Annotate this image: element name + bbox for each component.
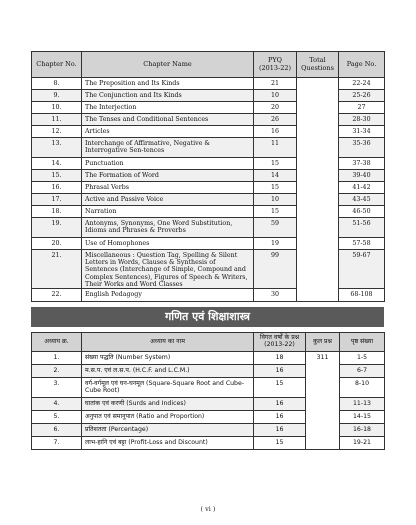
chapter-no-cell: 12.: [32, 126, 82, 138]
total-questions-cell: 311: [306, 352, 340, 450]
page-no-cell: 51-56: [339, 218, 385, 238]
chapter-name-cell: लाभ-हानि एवं बट्टा (Profit-Loss and Discount): [82, 437, 254, 450]
chapter-name-cell: संख्या पद्धति (Number System): [82, 352, 254, 365]
chapter-no-cell: 14.: [32, 158, 82, 170]
table-body: [32, 78, 385, 302]
maths-contents-table: [31, 332, 385, 450]
chapter-name-cell: Interchange of Affirmative, Negative & Interrogative Sen-tences: [82, 138, 254, 158]
page-no-cell: 68-108: [339, 289, 385, 302]
pyq-cell: 15: [254, 378, 306, 398]
pyq-cell: 26: [254, 114, 297, 126]
chapter-name-cell: Miscellaneous : Question Tag, Spelling & Silent Letters in Words, Clauses & Synthesis of Sentences (Interchange of Simple, Compound and Complex Sentences), Figures of Speech & Writers, Their Works and Word Classes: [82, 250, 254, 289]
header-chapter-no: अध्याय क्र.: [32, 333, 82, 352]
pyq-cell: 16: [254, 424, 306, 437]
header-pyq: विगत वर्षों के प्रश्न (2013-22): [254, 333, 306, 352]
chapter-no-cell: 13.: [32, 138, 82, 158]
pyq-cell: 20: [254, 102, 297, 114]
pyq-cell: 10: [254, 194, 297, 206]
chapter-name-cell: Phrasal Verbs: [82, 182, 254, 194]
header-chapter-name: अध्याय का नाम: [82, 333, 254, 352]
pyq-cell: 15: [254, 158, 297, 170]
chapter-name-cell: The Conjunction and Its Kinds: [82, 90, 254, 102]
english-contents-table: [31, 51, 385, 302]
chapter-no-cell: 8.: [32, 78, 82, 90]
page-no-cell: 1-5: [340, 352, 385, 365]
header-pyq: PYQ (2013-22): [254, 52, 297, 78]
header-page-no: Page No.: [339, 52, 385, 78]
chapter-no-cell: 1.: [32, 352, 82, 365]
pyq-cell: 15: [254, 206, 297, 218]
pyq-cell: 16: [254, 126, 297, 138]
chapter-name-cell: Antonyms, Synonyms, One Word Substitution, Idioms and Phrases & Proverbs: [82, 218, 254, 238]
chapter-no-cell: 4.: [32, 398, 82, 411]
header-chapter-name: Chapter Name: [82, 52, 254, 78]
pyq-cell: 59: [254, 218, 297, 238]
header-chapter-no: Chapter No.: [32, 52, 82, 78]
table-header-row: [32, 333, 385, 352]
chapter-no-cell: 19.: [32, 218, 82, 238]
pyq-cell: 15: [254, 437, 306, 450]
table-body: [32, 352, 385, 450]
chapter-no-cell: 22.: [32, 289, 82, 302]
pyq-cell: 10: [254, 90, 297, 102]
table-header-row: [32, 52, 385, 78]
chapter-no-cell: 16.: [32, 182, 82, 194]
pyq-cell: 11: [254, 138, 297, 158]
pyq-cell: 16: [254, 365, 306, 378]
total-questions-cell: [297, 78, 339, 302]
chapter-name-cell: Use of Homophones: [82, 238, 254, 250]
chapter-no-cell: 5.: [32, 411, 82, 424]
pyq-cell: 16: [254, 411, 306, 424]
chapter-no-cell: 6.: [32, 424, 82, 437]
chapter-name-cell: Articles: [82, 126, 254, 138]
page-no-cell: 6-7: [340, 365, 385, 378]
chapter-no-cell: 20.: [32, 238, 82, 250]
page-number: ( vi ): [200, 505, 216, 513]
page-no-cell: 39-40: [339, 170, 385, 182]
chapter-name-cell: Active and Passive Voice: [82, 194, 254, 206]
chapter-name-cell: Punctuation: [82, 158, 254, 170]
page-no-cell: 11-13: [340, 398, 385, 411]
chapter-name-cell: वर्ग-वर्गमूल एवं घन-घनमूल (Square-Square Root and Cube-Cube Root): [82, 378, 254, 398]
pyq-cell: 19: [254, 238, 297, 250]
pyq-cell: 18: [254, 352, 306, 365]
chapter-no-cell: 3.: [32, 378, 82, 398]
page-no-cell: 19-21: [340, 437, 385, 450]
page-no-cell: 8-10: [340, 378, 385, 398]
section-banner: गणित एवं शिक्षाशास्त्र: [31, 307, 384, 327]
page-no-cell: 14-15: [340, 411, 385, 424]
chapter-no-cell: 15.: [32, 170, 82, 182]
page-no-cell: 46-50: [339, 206, 385, 218]
page-no-cell: 16-18: [340, 424, 385, 437]
chapter-name-cell: The Tenses and Conditional Sentences: [82, 114, 254, 126]
pyq-cell: 14: [254, 170, 297, 182]
page-no-cell: 31-34: [339, 126, 385, 138]
chapter-name-cell: घातांक एवं करणी (Surds and Indices): [82, 398, 254, 411]
pyq-cell: 16: [254, 398, 306, 411]
table-row: [32, 78, 385, 90]
chapter-no-cell: 18.: [32, 206, 82, 218]
chapter-name-cell: प्रतिशतता (Percentage): [82, 424, 254, 437]
chapter-name-cell: अनुपात एवं समानुपात (Ratio and Proportion): [82, 411, 254, 424]
page-no-cell: 35-36: [339, 138, 385, 158]
pyq-cell: 15: [254, 182, 297, 194]
page-no-cell: 22-24: [339, 78, 385, 90]
chapter-no-cell: 2.: [32, 365, 82, 378]
header-total-questions: Total Questions: [297, 52, 339, 78]
chapter-name-cell: English Pedagogy: [82, 289, 254, 302]
header-total-questions: कुल प्रश्न: [306, 333, 340, 352]
page-no-cell: 41-42: [339, 182, 385, 194]
chapter-name-cell: The Formation of Word: [82, 170, 254, 182]
page-no-cell: 43-45: [339, 194, 385, 206]
chapter-name-cell: The Preposition and Its Kinds: [82, 78, 254, 90]
pyq-cell: 21: [254, 78, 297, 90]
chapter-no-cell: 10.: [32, 102, 82, 114]
pyq-cell: 30: [254, 289, 297, 302]
page-no-cell: 28-30: [339, 114, 385, 126]
chapter-name-cell: म.स.प. एवं ल.स.प. (H.C.F. and L.C.M.): [82, 365, 254, 378]
header-page-no: पृष्ठ संख्या: [340, 333, 385, 352]
chapter-no-cell: 21.: [32, 250, 82, 289]
chapter-name-cell: The Interjection: [82, 102, 254, 114]
page-no-cell: 27: [339, 102, 385, 114]
chapter-no-cell: 11.: [32, 114, 82, 126]
page-no-cell: 37-38: [339, 158, 385, 170]
pyq-cell: 99: [254, 250, 297, 289]
chapter-no-cell: 17.: [32, 194, 82, 206]
table-row: [32, 352, 385, 365]
page-no-cell: 25-26: [339, 90, 385, 102]
chapter-no-cell: 7.: [32, 437, 82, 450]
chapter-no-cell: 9.: [32, 90, 82, 102]
page-no-cell: 59-67: [339, 250, 385, 289]
page-no-cell: 57-58: [339, 238, 385, 250]
chapter-name-cell: Narration: [82, 206, 254, 218]
